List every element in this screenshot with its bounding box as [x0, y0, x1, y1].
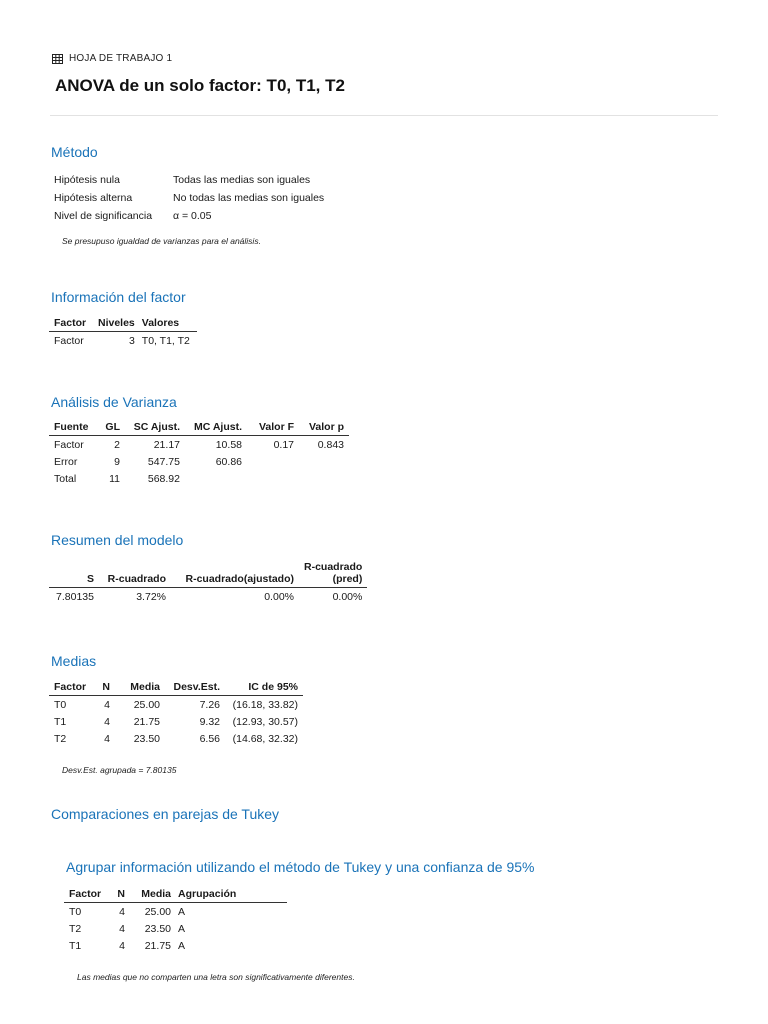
table-cell: 9.32: [199, 716, 220, 728]
column-header: R-cuadrado(ajustado): [171, 561, 299, 588]
table-row: [49, 332, 197, 350]
means-table: [49, 681, 303, 747]
table-cell: Total: [54, 473, 77, 485]
table-row: [54, 171, 324, 189]
table-cell: [247, 453, 299, 470]
table-row: [49, 453, 349, 470]
table-cell: 0.17: [273, 439, 294, 451]
means-note: Desv.Est. agrupada = 7.80135: [62, 765, 177, 775]
table-cell: 3: [128, 335, 135, 347]
table-row: [49, 436, 349, 454]
table-row: [49, 730, 303, 747]
factor-info-table: [49, 317, 197, 349]
table-cell: A: [178, 906, 186, 918]
factor-info-heading: Información del factor: [51, 289, 186, 305]
column-header: N: [108, 888, 130, 903]
table-row: [64, 937, 287, 954]
table-row: [49, 470, 349, 487]
table-cell: [247, 470, 299, 487]
table-cell: [185, 470, 247, 487]
table-cell: Factor: [54, 439, 84, 451]
column-header: S: [49, 561, 99, 588]
table-cell: 23.50: [144, 923, 171, 935]
column-header: Desv.Est.: [165, 681, 225, 696]
table-cell: 547.75: [147, 456, 180, 468]
table-cell: 10.58: [215, 439, 242, 451]
method-key: Hipótesis alterna: [54, 192, 133, 204]
column-header: Media: [130, 888, 176, 903]
tukey-table: [64, 888, 287, 954]
table-cell: 4: [119, 923, 125, 935]
table-cell: 21.17: [153, 439, 180, 451]
table-cell: 21.75: [133, 716, 160, 728]
table-row: [49, 588, 367, 606]
method-key: Hipótesis nula: [54, 174, 120, 186]
column-header: MC Ajust.: [185, 421, 247, 436]
table-cell: 60.86: [215, 456, 242, 468]
tukey-note: Las medias que no comparten una letra son significativamente diferentes.: [77, 972, 355, 982]
table-row: [49, 713, 303, 730]
column-header: Valores: [140, 317, 197, 332]
column-header: Factor: [49, 681, 93, 696]
table-cell: 2: [114, 439, 120, 451]
table-cell: A: [178, 940, 186, 952]
page-title: ANOVA de un solo factor: T0, T1, T2: [55, 76, 345, 95]
table-cell: 25.00: [144, 906, 171, 918]
table-cell: 4: [119, 906, 125, 918]
method-value: α = 0.05: [173, 210, 212, 222]
table-cell: Error: [54, 456, 78, 468]
table-cell: 4: [104, 716, 110, 728]
table-cell: 21.75: [144, 940, 171, 952]
table-cell: T0: [69, 906, 82, 918]
tukey-heading: Comparaciones en parejas de Tukey: [51, 806, 280, 822]
column-header: IC de 95%: [225, 681, 303, 696]
anova-table: [49, 421, 349, 487]
table-cell: 11: [109, 473, 120, 485]
table-cell: 568.92: [147, 473, 180, 485]
column-header: SC Ajust.: [125, 421, 185, 436]
table-cell: (12.93, 30.57): [232, 716, 298, 728]
header-line: R-cuadrado: [304, 561, 363, 573]
method-table: [54, 171, 324, 225]
header-line: (pred): [332, 573, 363, 585]
table-cell: [299, 470, 349, 487]
model-summary-table: [49, 561, 367, 605]
column-header: Valor p: [299, 421, 349, 436]
column-header: Valor F: [247, 421, 299, 436]
header-divider: [50, 115, 718, 116]
method-value: No todas las medias son iguales: [173, 192, 325, 204]
table-cell: 3.72%: [136, 591, 166, 603]
anova-heading: Análisis de Varianza: [51, 394, 177, 410]
column-header: Factor: [49, 317, 93, 332]
table-cell: 4: [119, 940, 125, 952]
table-cell: T0: [54, 699, 67, 711]
column-header: Fuente: [49, 421, 99, 436]
table-row: [64, 920, 287, 937]
worksheet-breadcrumb[interactable]: [52, 53, 172, 64]
table-cell: 4: [104, 733, 110, 745]
table-cell: 0.00%: [264, 591, 294, 603]
column-header: [299, 561, 367, 588]
table-cell: Factor: [54, 335, 84, 347]
method-heading: Método: [51, 144, 98, 160]
column-header: GL: [99, 421, 125, 436]
table-cell: T1: [69, 940, 82, 952]
table-cell: T2: [54, 733, 67, 745]
table-row: [64, 903, 287, 921]
table-cell: T0, T1, T2: [141, 335, 190, 347]
table-cell: A: [178, 923, 186, 935]
column-header: Agrupación: [176, 888, 287, 903]
table-row: [54, 189, 324, 207]
table-cell: 25.00: [133, 699, 160, 711]
table-cell: 6.56: [199, 733, 220, 745]
table-row: [49, 696, 303, 714]
table-row: [54, 207, 324, 225]
table-cell: 7.26: [199, 699, 220, 711]
table-cell: 9: [114, 456, 120, 468]
tukey-subheading: Agrupar información utilizando el método de Tukey y una confianza de 95%: [66, 859, 535, 875]
table-cell: 0.00%: [332, 591, 363, 603]
method-note: Se presupuso igualdad de varianzas para el análisis.: [62, 236, 261, 246]
column-header: Media: [115, 681, 165, 696]
column-header: Factor: [64, 888, 108, 903]
table-cell: T1: [54, 716, 67, 728]
means-heading: Medias: [51, 653, 97, 669]
column-header: R-cuadrado: [99, 561, 171, 588]
table-cell: 7.80135: [56, 591, 94, 603]
table-cell: (16.18, 33.82): [232, 699, 298, 711]
model-summary-heading: Resumen del modelo: [51, 532, 184, 548]
table-cell: 0.843: [317, 439, 344, 451]
table-cell: 4: [104, 699, 110, 711]
table-cell: 23.50: [133, 733, 160, 745]
column-header: Niveles: [93, 317, 140, 332]
table-cell: T2: [69, 923, 82, 935]
worksheet-grid-icon: [52, 54, 63, 64]
method-value: Todas las medias son iguales: [173, 174, 311, 186]
column-header: N: [93, 681, 115, 696]
worksheet-label: HOJA DE TRABAJO 1: [69, 53, 173, 64]
method-key: Nivel de significancia: [54, 210, 153, 222]
table-cell: (14.68, 32.32): [232, 733, 298, 745]
table-cell: [299, 453, 349, 470]
